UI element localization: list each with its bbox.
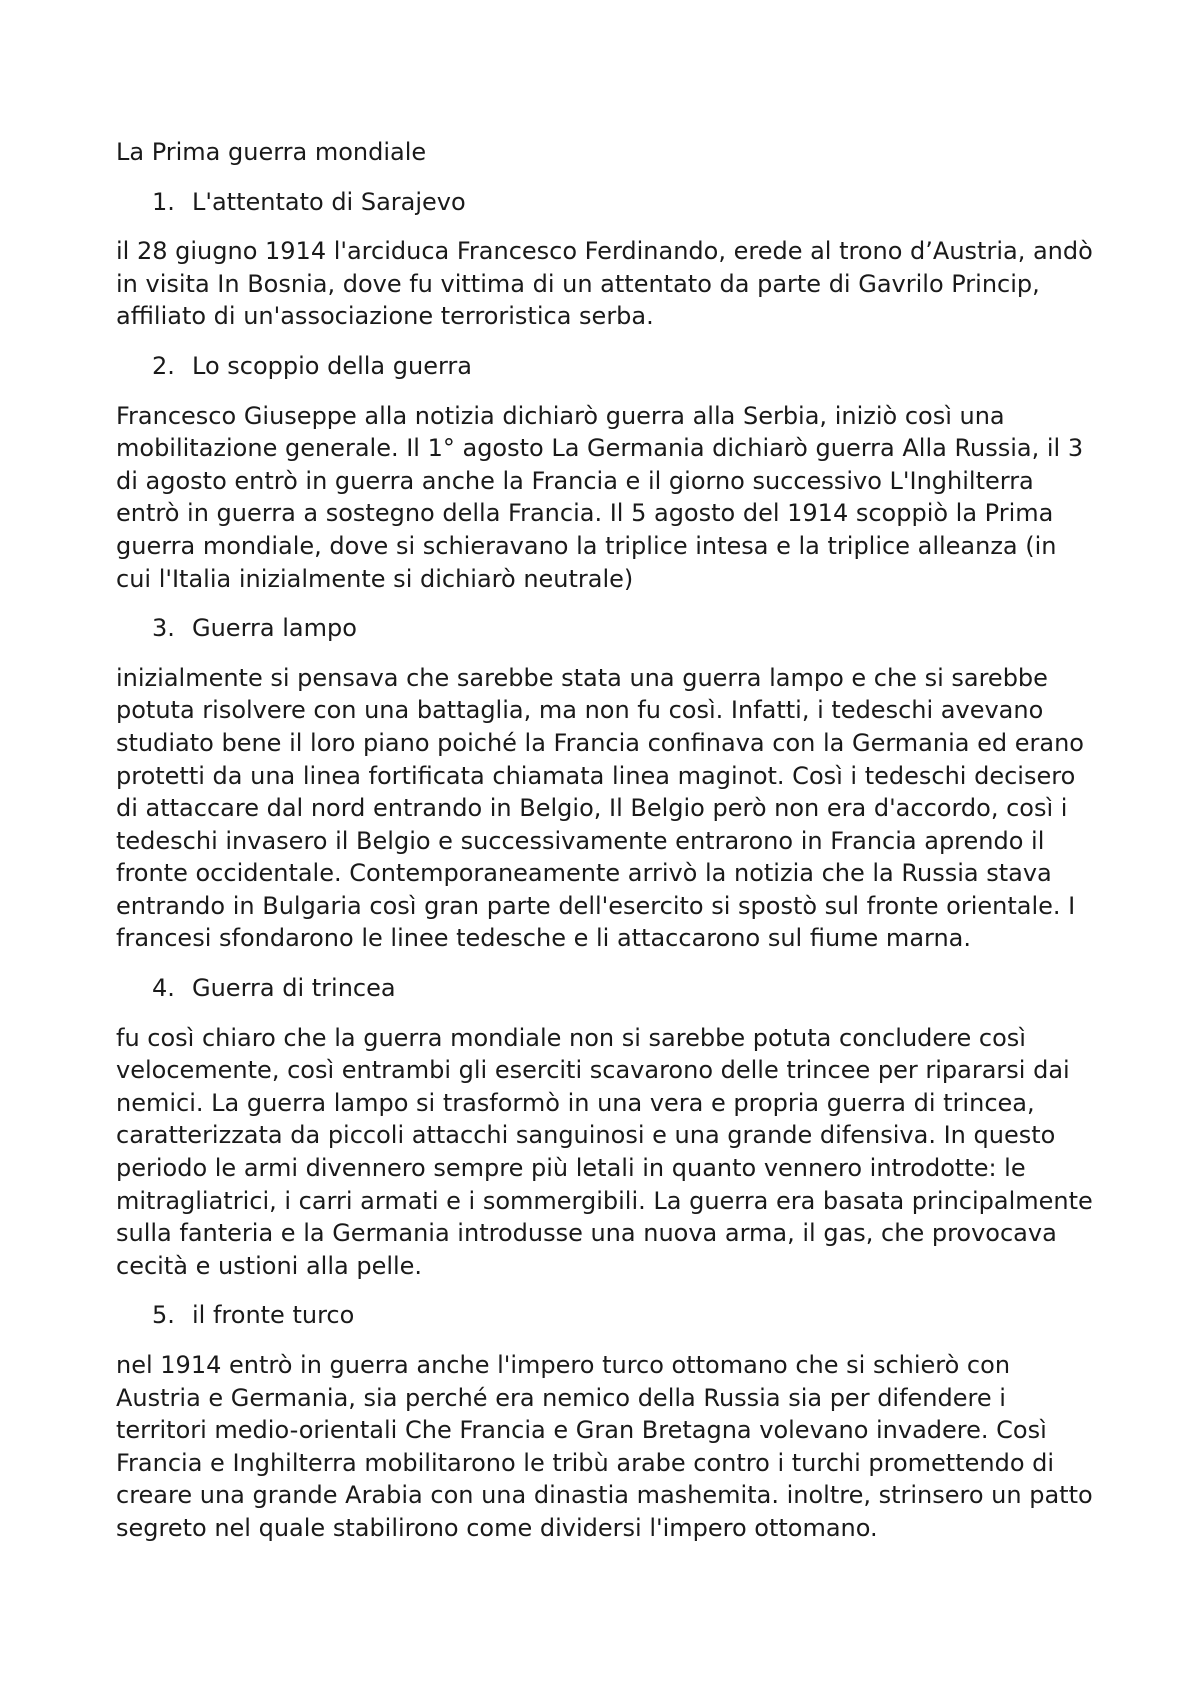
section-number: 5.: [152, 1301, 175, 1330]
section-body-4: fu così chiaro che la guerra mondiale non si sarebbe potuta concludere così velocemente, così entrambi gli eserciti scavarono delle trincee per ripararsi dai nemici. La guerra lampo si trasformò in una vera e propria guerra di trincea, caratterizzata da piccoli attacchi sanguinosi e una grande difensiva. In questo periodo le armi divennero sempre più letali in quanto vennero introdotte: le mitragliatrici, i carri armati e i sommergibili. La guerra era basata principalmente sulla fanteria e la Germania introdusse una nuova arma, il gas, che provocava cecità e ustioni alla pelle.: [116, 1023, 1093, 1280]
section-heading-1: [116, 186, 1096, 219]
document-page: [116, 136, 1096, 1562]
section-body-1: il 28 giugno 1914 l'arciduca Francesco Ferdinando, erede al trono d’Austria, andò in visita In Bosnia, dove fu vittima di un attentato da parte di Gavrilo Princip, affiliato di un'associazione terroristica serba.: [116, 237, 1093, 331]
section-body-2: Francesco Giuseppe alla notizia dichiarò guerra alla Serbia, iniziò così una mobilitazione generale. Il 1° agosto La Germania dichiarò guerra Alla Russia, il 3 di agosto entrò in guerra anche la Francia e il giorno successivo L'Inghilterra entrò in guerra a sostegno della Francia. Il 5 agosto del 1914 scoppiò la Prima guerra mondiale, dove si schieravano la triplice intesa e la triplice alleanza (in cui l'Italia inizialmente si dichiarò neutrale): [116, 401, 1084, 593]
section-number: 2.: [152, 351, 175, 380]
section-title: Guerra lampo: [192, 614, 357, 643]
section-heading-2: [116, 350, 1096, 383]
section-heading-4: [116, 972, 1096, 1005]
section-body-3: inizialmente si pensava che sarebbe stata una guerra lampo e che si sarebbe potuta risolvere con una battaglia, ma non fu così. Infatti, i tedeschi avevano studiato bene il loro piano poiché la Francia confinava con la Germania ed erano protetti da una linea fortificata chiamata linea maginot. Così i tedeschi decisero di attaccare dal nord entrando in Belgio, Il Belgio però non era d'accordo, così i tedeschi invasero il Belgio e successivamente entrarono in Francia aprendo il fronte occidentale. Contemporaneamente arrivò la notizia che la Russia stava entrando in Bulgaria così gran parte dell'esercito si spostò sul fronte orientale. I francesi sfondarono le linee tedesche e li attaccarono sul fiume marna.: [116, 663, 1084, 953]
section-number: 3.: [152, 614, 175, 643]
section-title: Lo scoppio della guerra: [192, 351, 472, 380]
section-number: 1.: [152, 187, 175, 216]
section-heading-5: [116, 1299, 1096, 1332]
section-heading-3: [116, 612, 1096, 645]
section-number: 4.: [152, 974, 175, 1003]
section-title: Guerra di trincea: [192, 974, 396, 1003]
section-body-5: nel 1914 entrò in guerra anche l'impero turco ottomano che si schierò con Austria e Germania, sia perché era nemico della Russia sia per difendere i territori medio-orientali Che Francia e Gran Bretagna volevano invadere. Così Francia e Inghilterra mobilitarono le tribù arabe contro i turchi promettendo di creare una grande Arabia con una dinastia mashemita. inoltre, strinsero un patto segreto nel quale stabilirono come dividersi l'impero ottomano.: [116, 1351, 1093, 1542]
section-title: L'attentato di Sarajevo: [192, 187, 466, 216]
document-title: La Prima guerra mondiale: [116, 138, 427, 166]
section-title: il fronte turco: [192, 1301, 355, 1330]
